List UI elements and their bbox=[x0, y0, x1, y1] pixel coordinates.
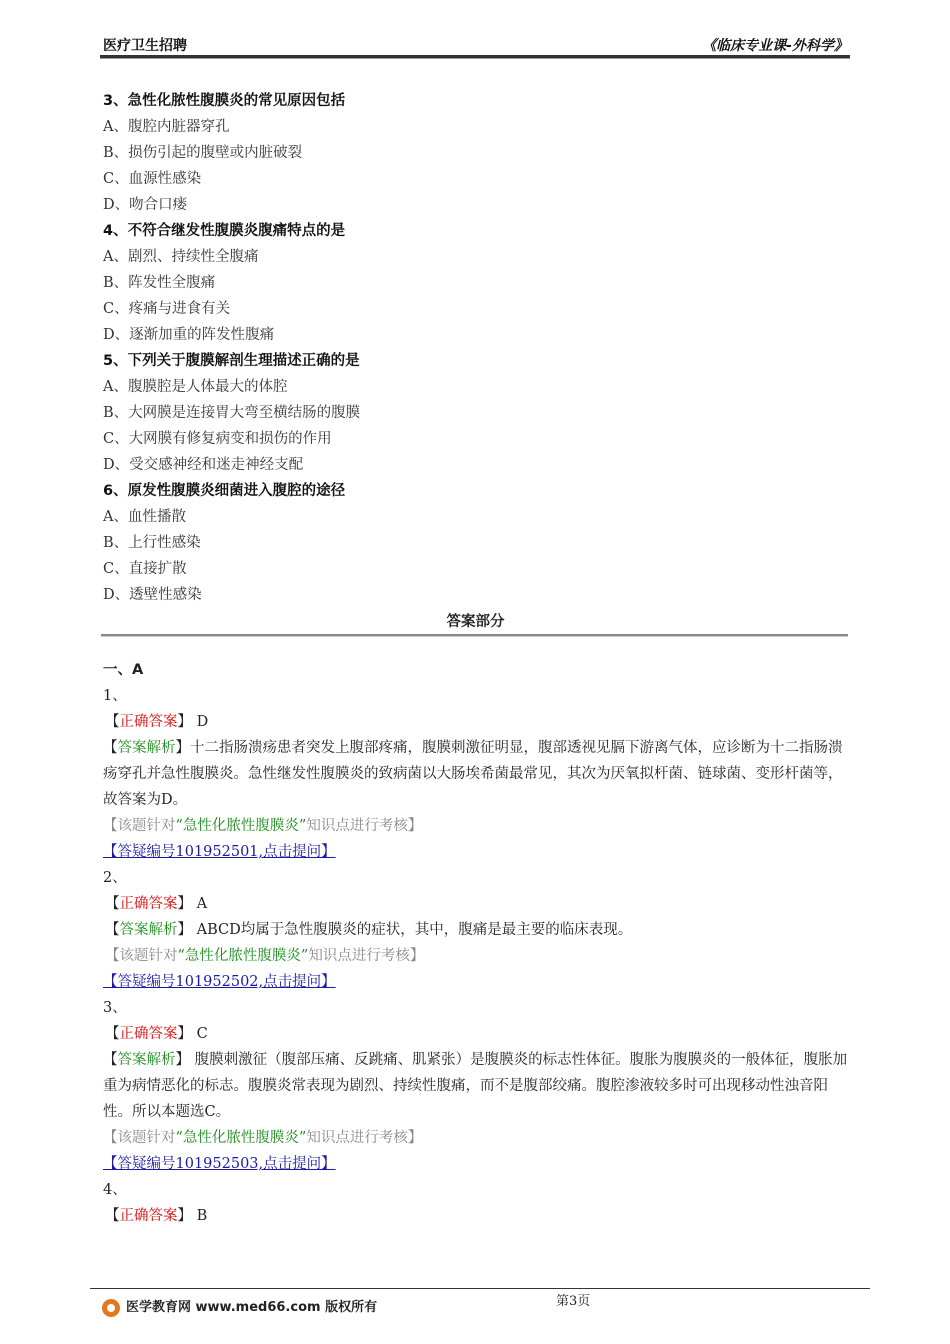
question-title: 4、不符合继发性腹膜炎腹痛特点的是 bbox=[103, 223, 346, 239]
answer-number: 1、 bbox=[103, 688, 127, 704]
question-block bbox=[103, 478, 848, 608]
document-body bbox=[103, 88, 848, 1229]
site-logo-icon bbox=[102, 1299, 120, 1317]
answer-block bbox=[103, 995, 848, 1177]
option-c: C、血源性感染 bbox=[103, 171, 202, 187]
option-b: B、大网膜是连接胃大弯至横结肠的腹膜 bbox=[103, 405, 361, 421]
analysis-line: 【答案解析】 ABCD均属于急性腹膜炎的症状，其中，腹痛是最主要的临床表现。 bbox=[105, 922, 633, 938]
correct-answer-label: 正确答案 bbox=[119, 896, 178, 912]
topic-name: “急性化脓性腹膜炎” bbox=[175, 1130, 307, 1146]
question-title: 6、原发性腹膜炎细菌进入腹腔的途径 bbox=[103, 483, 346, 499]
option-d: D、受交感神经和迷走神经支配 bbox=[103, 457, 304, 473]
question-title: 3、急性化脓性腹膜炎的常见原因包括 bbox=[103, 93, 346, 109]
option-c: C、大网膜有修复病变和损伤的作用 bbox=[103, 431, 332, 447]
question-title: 5、下列关于腹膜解剖生理描述正确的是 bbox=[103, 353, 360, 369]
ask-question-link[interactable]: 【答疑编号101952501,点击提问】 bbox=[103, 844, 336, 860]
option-c: C、直接扩散 bbox=[103, 561, 187, 577]
analysis-line: 【答案解析】十二指肠溃疡患者突发上腹部疼痛，腹膜刺激征明显，腹部透视见膈下游离气体，应诊断为十二指肠溃疡穿孔并急性腹膜炎。急性继发性腹膜炎的致病菌以大肠埃希菌最常见，其次为厌氧拟杆菌、链球菌、变形杆菌等，故答案为D。 bbox=[103, 740, 843, 808]
correct-answer-line: 【正确答案】 A bbox=[105, 896, 208, 912]
option-b: B、损伤引起的腹壁或内脏破裂 bbox=[103, 145, 303, 161]
analysis-label: 答案解析 bbox=[119, 922, 178, 938]
ask-question-link[interactable]: 【答疑编号101952503,点击提问】 bbox=[103, 1156, 336, 1172]
question-block bbox=[103, 348, 848, 478]
correct-answer-label: 正确答案 bbox=[119, 1026, 178, 1042]
option-c: C、疼痛与进食有关 bbox=[103, 301, 231, 317]
option-d: D、透壁性感染 bbox=[103, 587, 202, 603]
option-a: A、腹膜腔是人体最大的体腔 bbox=[103, 379, 288, 395]
answer-block bbox=[103, 683, 848, 865]
analysis-text: 腹膜刺激征（腹部压痛、反跳痛、肌紧张）是腹膜炎的标志性体征。腹胀为腹膜炎的一般体征，腹胀加重为病情恶化的标志。腹膜炎常表现为剧烈、持续性腹痛，而不是腹部绞痛。腹腔渗液较多时可出现移动性浊音阳性。所以本题选C。 bbox=[103, 1052, 848, 1120]
answer-number: 2、 bbox=[103, 870, 127, 886]
section-label: 一、A bbox=[103, 662, 144, 678]
option-a: A、腹腔内脏器穿孔 bbox=[103, 119, 230, 135]
question-block bbox=[103, 218, 848, 348]
analysis-text: ABCD均属于急性腹膜炎的症状，其中，腹痛是最主要的临床表现。 bbox=[196, 922, 633, 938]
topic-note: 【该题针对“急性化脓性腹膜炎”知识点进行考核】 bbox=[105, 948, 425, 964]
option-a: A、血性播散 bbox=[103, 509, 186, 525]
option-d: D、吻合口瘘 bbox=[103, 197, 188, 213]
footer-site bbox=[102, 1296, 377, 1318]
topic-note: 【该题针对“急性化脓性腹膜炎”知识点进行考核】 bbox=[103, 1130, 423, 1146]
correct-answer-line: 【正确答案】 D bbox=[105, 714, 209, 730]
topic-note: 【该题针对“急性化脓性腹膜炎”知识点进行考核】 bbox=[103, 818, 423, 834]
answer-section-title: 答案部分 bbox=[446, 614, 505, 630]
correct-answer-label: 正确答案 bbox=[119, 1208, 178, 1224]
correct-answer-value: D bbox=[196, 714, 209, 730]
option-a: A、剧烈、持续性全腹痛 bbox=[103, 249, 259, 265]
analysis-line: 【答案解析】 腹膜刺激征（腹部压痛、反跳痛、肌紧张）是腹膜炎的标志性体征。腹胀为腹膜炎的一般体征，腹胀加重为病情恶化的标志。腹膜炎常表现为剧烈、持续性腹痛，而不是腹部绞痛。腹腔渗液较多时可出现移动性浊音阳性。所以本题选C。 bbox=[103, 1052, 848, 1120]
correct-answer-line: 【正确答案】 C bbox=[105, 1026, 208, 1042]
analysis-text: 十二指肠溃疡患者突发上腹部疼痛，腹膜刺激征明显，腹部透视见膈下游离气体，应诊断为十二指肠溃疡穿孔并急性腹膜炎。急性继发性腹膜炎的致病菌以大肠埃希菌最常见，其次为厌氧拟杆菌、链球菌、变形杆菌等，故答案为D。 bbox=[103, 740, 843, 808]
correct-answer-label: 正确答案 bbox=[119, 714, 178, 730]
page-number: 第3页 bbox=[556, 1294, 591, 1309]
analysis-label: 答案解析 bbox=[117, 1052, 176, 1068]
header-right-title: 《临床专业课-外科学》 bbox=[702, 38, 848, 54]
footer-rule bbox=[90, 1288, 870, 1289]
correct-answer-value: B bbox=[196, 1208, 208, 1224]
answer-block bbox=[103, 1177, 848, 1229]
topic-name: “急性化脓性腹膜炎” bbox=[177, 948, 309, 964]
answer-section-rule bbox=[101, 634, 848, 637]
page-header bbox=[103, 33, 848, 55]
answer-number: 3、 bbox=[103, 1000, 127, 1016]
analysis-label: 答案解析 bbox=[117, 740, 176, 756]
option-b: B、阵发性全腹痛 bbox=[103, 275, 216, 291]
footer-site-text: 医学教育网 www.med66.com 版权所有 bbox=[126, 1300, 378, 1315]
option-d: D、逐渐加重的阵发性腹痛 bbox=[103, 327, 275, 343]
ask-question-link[interactable]: 【答疑编号101952502,点击提问】 bbox=[103, 974, 336, 990]
header-rule bbox=[100, 55, 850, 58]
option-b: B、上行性感染 bbox=[103, 535, 201, 551]
topic-name: “急性化脓性腹膜炎” bbox=[175, 818, 307, 834]
correct-answer-value: A bbox=[196, 896, 208, 912]
answer-number: 4、 bbox=[103, 1182, 127, 1198]
question-block bbox=[103, 88, 848, 218]
correct-answer-value: C bbox=[196, 1026, 208, 1042]
correct-answer-line: 【正确答案】 B bbox=[105, 1208, 208, 1224]
header-left-title: 医疗卫生招聘 bbox=[103, 38, 187, 54]
answer-block bbox=[103, 865, 848, 995]
